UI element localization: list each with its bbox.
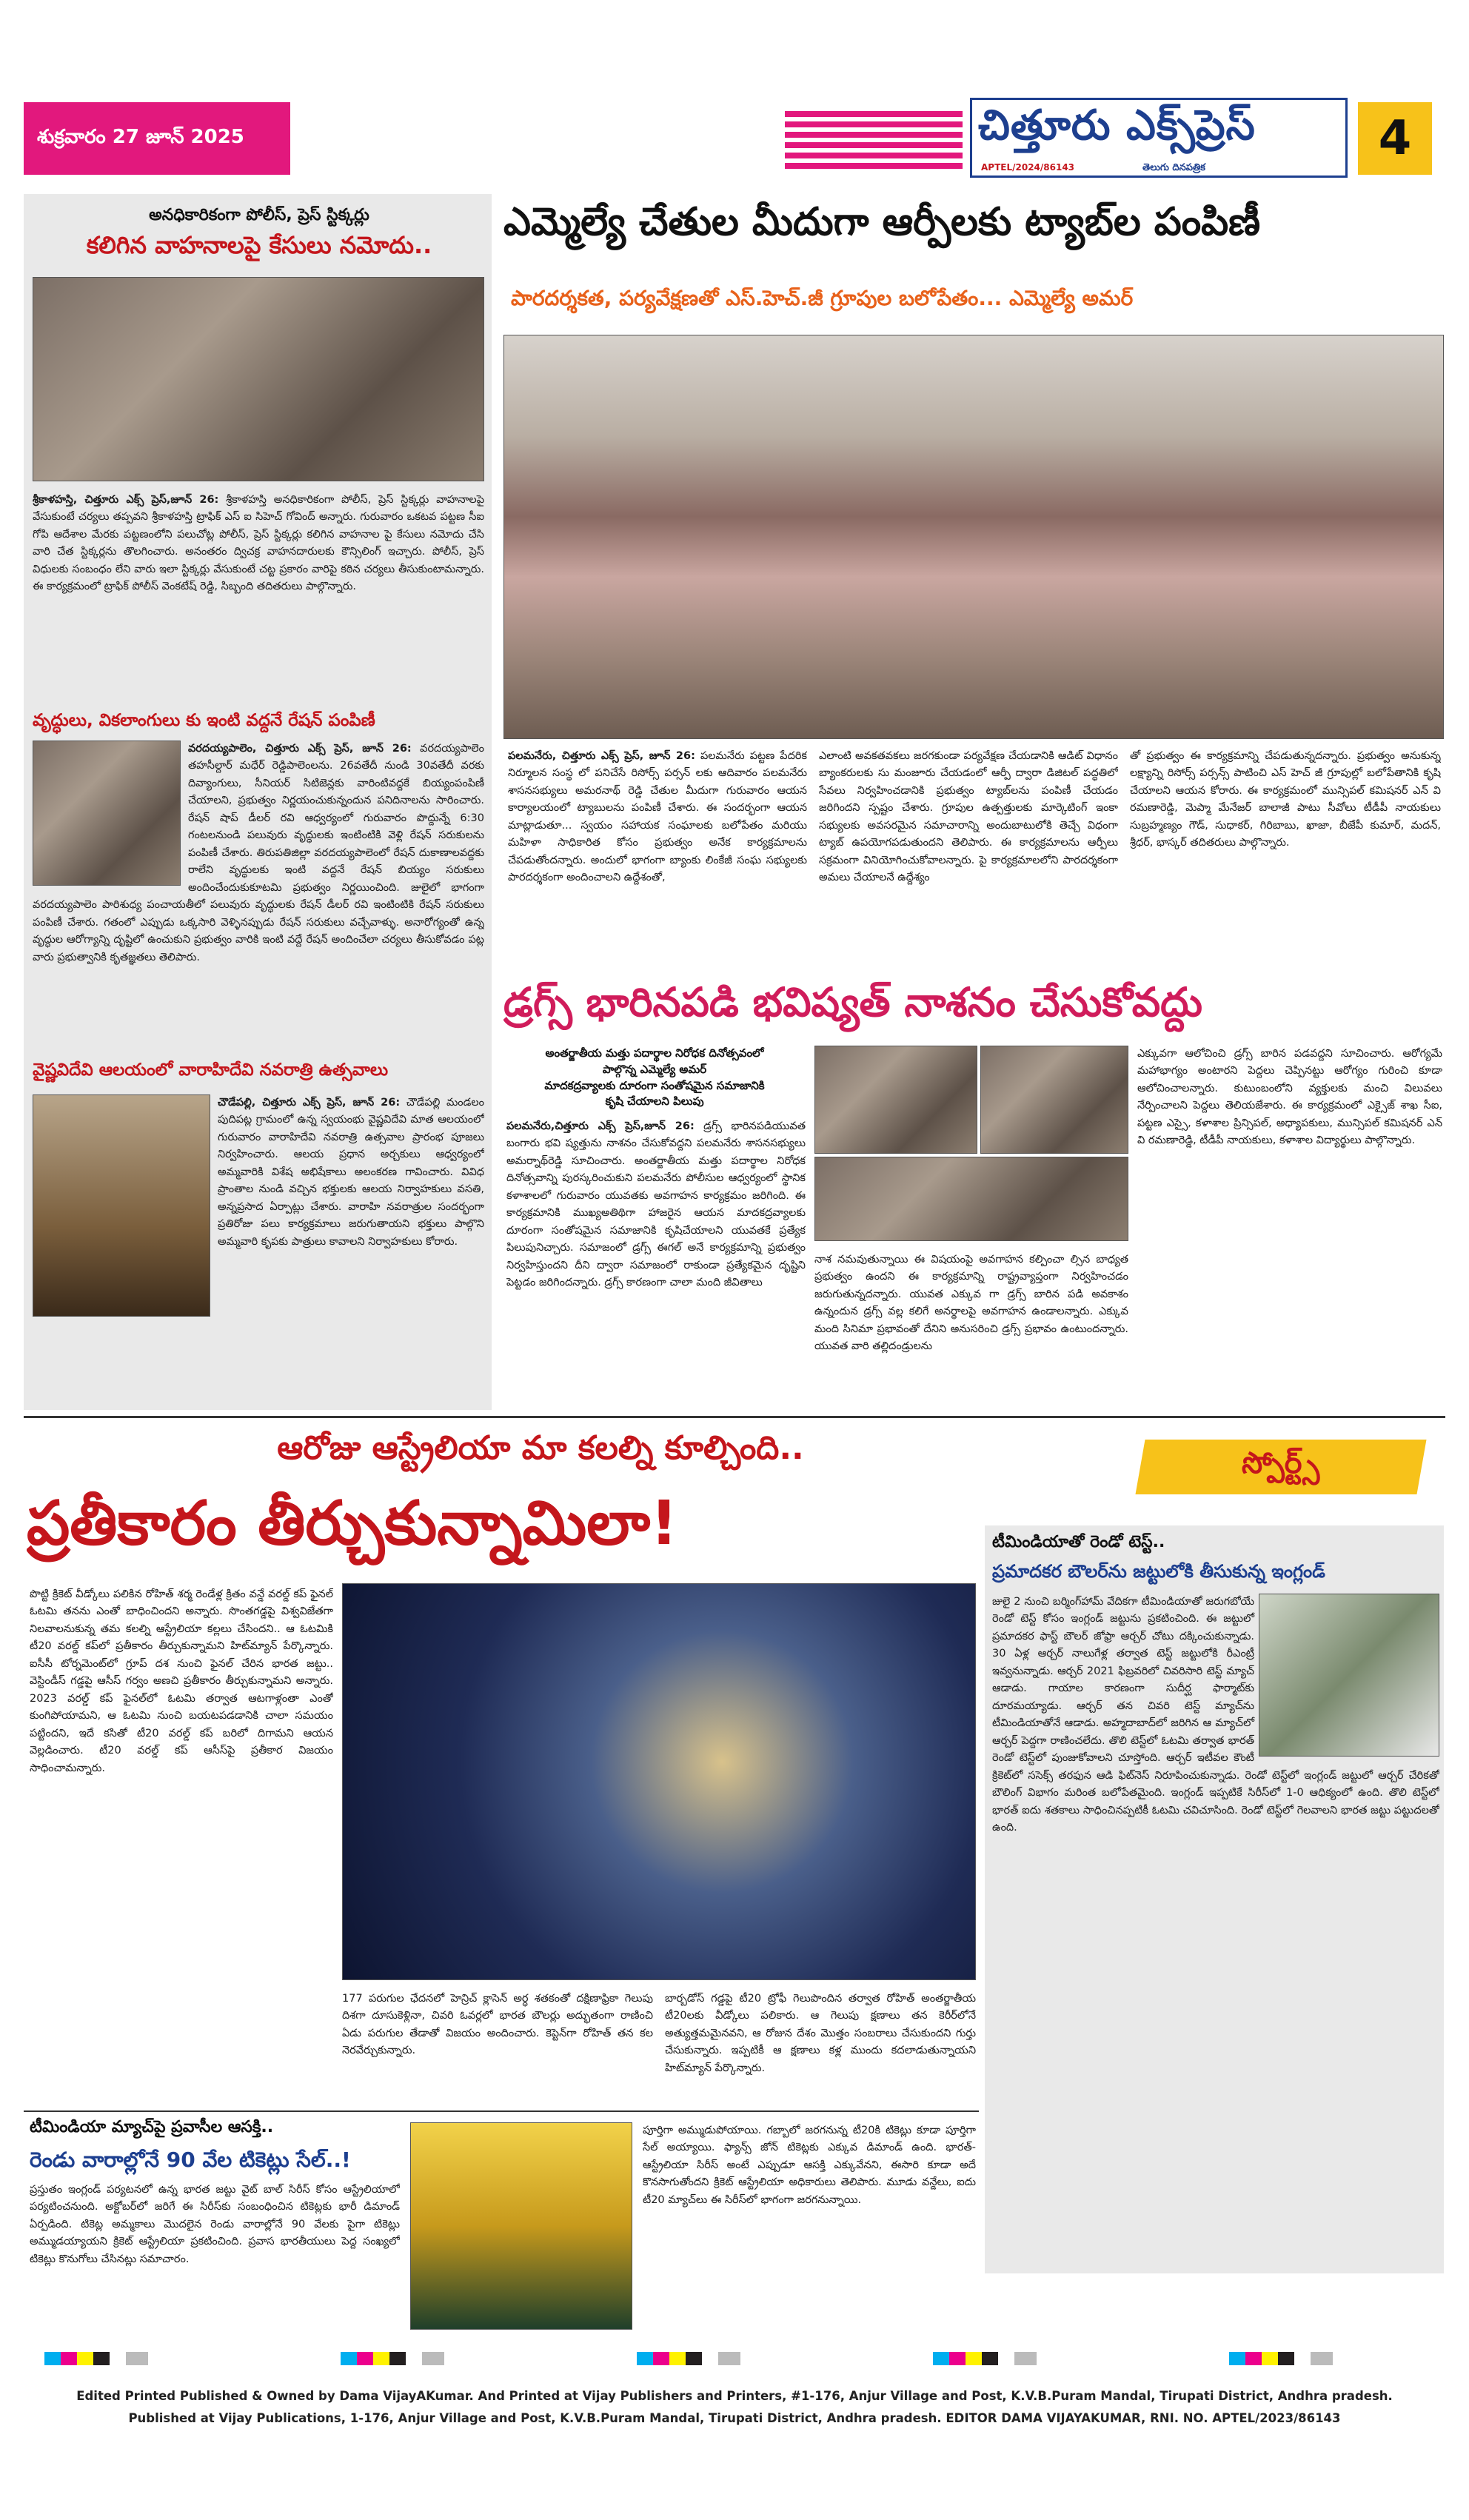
temple-story-body — [33, 1094, 484, 1406]
masthead — [0, 0, 1469, 193]
main-subhead: పారదర్శకత, పర్యవేక్షణతో ఎస్.హెచ్.జీ గ్రూపుల బలోపేతం... ఎమ్మెల్యే అమర్ — [511, 286, 1134, 310]
paper-sub: తెలుగు దినపత్రిక — [1142, 162, 1205, 173]
drugs-col2: నాశ నమవుతున్నాయి ఈ విషయంపై అవగాహన కల్పించా ల్సిన బాధ్యత ప్రభుత్వం ఉందని ఈ కార్యక్రమాన్ని రాష్ట్రవ్యాప్తంగా నిర్వహించడం జరుగుతున్నదన్నారు. యువత ఎక్కువ గా డ్రగ్స్ బారిన పడి అవకాశం ఉన్నందున డ్రగ్స్ వల్ల కలిగే అనర్థాలపై అవగాహన ఉండాలన్నారు. ఎక్కువ మంది సినిమా ప్రభావంతో దేనిని అనుసరించి డ్రగ్స్ ప్రభావం ఉంటుందన్నారు. యువత వారి తల్లిదండ్రులను — [814, 1254, 1128, 1353]
cricket-caption: 177 పరుగుల ఛేదనలో హెన్రిచ్ క్లాసెన్ అర్ధ శతకంతో దక్షిణాఫ్రికా గెలుపు దిశగా దూసుకెళ్లినా, చివరి ఓవర్లలో భారత బౌలర్లు అద్భుతంగా రాణించి ఏడు పరుగుల తేడాతో విజయం అందించారు. కెప్టెన్‌గా రోహిత్ తన కల నెరవేర్చుకున్నారు. — [342, 1993, 653, 2057]
test-photo-spacer — [1254, 1594, 1439, 1761]
ration-story-body — [33, 741, 484, 1052]
cricket-kicker: ఆరోజు ఆస్ట్రేలియా మా కలల్ని కూల్చింది.. — [277, 1429, 804, 1467]
ticket-headline: రెండు వారాల్లోనే 90 వేల టికెట్లు సేల్..! — [30, 2148, 351, 2172]
main-headline: ఎమ్మెల్యే చేతుల మీదుగా ఆర్పీలకు ట్యాబ్‌ల పంపిణీ — [503, 200, 1261, 244]
page-number — [1358, 102, 1432, 175]
cricket-col-after: బార్బడోస్ గడ్డపై టీ20 ట్రోఫీ గెలుపొందిన తర్వాత రోహిత్ అంతర్జాతీయ టీ20లకు వీడ్కోలు పలికారు. ఆ గెలుపు క్షణాలు తన కెరీర్‌లోనే అత్యుత్తమమైనవని, ఆ రోజున దేశం మొత్తం సంబరాలు చేసుకుందని గుర్తు చేసుకున్నారు. ఇప్పటికీ ఆ క్షణాలు కళ్ల ముందు కదలాడుతున్నాయని హిట్‌మ్యాన్ పేర్కొన్నారు. — [665, 1993, 976, 2074]
police-story-body — [33, 492, 484, 706]
ration-body-text: వరదయ్యపాలెం తహసీల్దార్ మధేర్ రెడ్డిపాలెంలను. 26వతేదీ నుండి 30వతేదీ వరకు దివ్యాంగులు, సీనియర్ సిటిజెన్లకు వారింటివద్దకే బియ్యంపంపిణీ చేయాలని, ప్రభుత్వం నిర్ణయంచుకున్నందున పనిదినాలను సారించారు. రేషన్ షాప్ డీలర్ రవి ఆధ్వర్యంలో గురువారం పొద్దున్నే 6:30 గంటలనుండి పలువురు వృద్ధులకు ఇంటింటికి వెళ్లి రేషన్ సరుకులను పంపిణీ చేశారు. తిరుపతిజిల్లా వరదయ్యపాలెంలో రేషన్ దుకాణాలవద్దకు రాలేని వృద్ధులకు ఇంటి వద్దనే రేషన్ బియ్యం సరుకులు అందించేందుకుకూటమి ప్రభుత్వం నిర్ణయించింది. జులైలో భాగంగా వరదయ్యపాలెం పారిశుధ్య పంచాయతీలో పలువురు వృద్ధులకు రేషన్ డీలర్ రవి ఇంటింటికి రేషన్ సరుకులు పంపిణీ చేశారు. గతంలో ఎప్పుడు ఒక్కసారి వెళ్ళినప్పుడు రేషన్ సరుకులు వచ్చేవాళ్ళు. అనారోగ్యంతో ఉన్న వృద్ధుల ఆరోగ్యాన్ని దృష్టిలో ఉంచుకుని ప్రభుత్వం వారికి ఇంటి వద్దే రేషన్ అందించేలా చర్యలు తీసుకోవడం పట్ల వారు ప్రభుత్వానికి కృతజ్ఞతలు తెలిపారు. — [33, 743, 484, 963]
drugs-col3: ఎక్కువగా ఆలోచించి డ్రగ్స్ బారిన పడవద్దని సూచించారు. ఆరోగ్యమే మహాభాగ్యం అంటారని పెద్దలు చెప్పినట్టు ఆరోగ్యం గురించి కూడా ఆలోచించాలన్నారు. కుటుంబంలోని వ్యక్తులకు మంచి విలువలు నేర్పించాలని పెద్దలు తెలియజేశారు. ఈ కార్యక్రమంలో ఎక్సైజ్ శాఖ సీఐ, పట్టణ ఎస్సై, కళాశాల ప్రిన్సిపల్, అధ్యాపకులు, మున్సిపల్ కమిషనర్ ఎన్ వి రమణారెడ్డి, టీడీపీ నాయకులు, కళాశాల విద్యార్థులు పాల్గొన్నారు. — [1137, 1048, 1442, 1147]
main-col1 — [508, 748, 807, 970]
drugs-sub1: అంతర్జాతీయ మత్తు పదార్థాల నిరోధక దినోత్సవంలో — [545, 1046, 764, 1060]
drugs-headline: డ్రగ్స్ భారినపడి భవిష్యత్ నాశనం చేసుకోవద్దు — [503, 979, 1202, 1026]
drugs-photo-2 — [980, 1046, 1128, 1154]
main-col3: తో ప్రభుత్వం ఈ కార్యక్రమాన్ని చేపడుతున్నదన్నారు. ప్రభుత్వం అనుకున్న లక్ష్యాన్ని రిసోర్స్ పర్సన్స్ పాటించి ఎస్ హెచ్ జీ గ్రూపుల్లో బలోపేతానికి కృషి చేయాలని ఆయన కోరారు. ఈ కార్యక్రమంలో మున్సిపల్ కమిషనర్ ఎన్ వి రమణారెడ్డి, మెప్మా మేనేజర్ బాలాజీ పాటు సీవోలు టీడీపీ నాయకులు సుబ్రహ్మణ్యం గౌడ్, సుధాకర్, గిరిబాబు, ఖాజా, బీజేపీ కుమార్, మదన్, శ్రీధర్, భాస్కర్ తదితరులు పాల్గొన్నారు. — [1130, 750, 1441, 849]
main-col1-text: పలమనేరు పట్టణ పేదరిక నిర్మూలన సంస్థ లో పనిచేసే రిసోర్స్ పర్సన్ లకు ఆదివారం పలమనేరు శాసనసభ్యులు అమరనాథ్ రెడ్డి చేతుల మీదుగా గురువారం ఆయన కార్యాలయంలో ట్యాబులను పంపిణీ చేశారు. ఈ సందర్భంగా ఆయన మాట్లాడుతూ... స్వయం సహాయక సంఘాలకు బలోపేతం మరియు మహిళా సాధికారిత కోసం ప్రభుత్వం అనేక కార్యక్రమాలను చేపడుతోందన్నారు. అందులో భాగంగా బ్యాంకు లింకేజీ సంఘ సభ్యులకు పారదర్శకంగా అందించాలని ఉద్దేశంతో, — [508, 750, 807, 884]
test-headline: ప్రమాదకర బౌలర్‌ను జట్టులోకి తీసుకున్న ఇంగ్లండ్ — [992, 1561, 1325, 1582]
paper-logo — [970, 98, 1348, 178]
page-number-text: 4 — [1378, 111, 1412, 166]
ticket-body: ప్రస్తుతం ఇంగ్లండ్ పర్యటనలో ఉన్న భారత జట్టు వైట్ బాల్ సిరీస్ కోసం ఆస్ట్రేలియాలో పర్యటించనుంది. అక్టోబర్‌లో జరిగే ఈ సిరీస్‌కు సంబంధించిన టికెట్లకు భారీ డిమాండ్ ఏర్పడింది. టికెట్ల అమ్మకాలు మొదలైన రెండు వారాల్లోనే 90 వేలకు పైగా టికెట్లు అమ్ముడయ్యాయని క్రికెట్ ఆస్ట్రేలియా ప్రకటించింది. ప్రవాస భారతీయులు పెద్ద సంఖ్యలో టికెట్లు కొనుగోలు చేసినట్లు సమాచారం. — [30, 2184, 400, 2265]
drugs-sub2: పాల్గొన్న ఎమ్మెల్యే అమర్ — [602, 1062, 707, 1076]
police-sticker-headline: కలిగిన వాహనాలపై కేసులు నమోదు.. — [86, 231, 432, 259]
ticket-photo — [410, 2122, 632, 2330]
police-sticker-kicker: అనధికారికంగా పోలీస్, ప్రెస్ స్టిక్కర్లు — [149, 206, 369, 224]
cricket-photo — [342, 1583, 976, 1980]
date-label: శుక్రవారం 27 జూన్ 2025 — [37, 126, 244, 148]
ticket-col2: పూర్తిగా అమ్ముడుపోయాయి. గబ్బాలో జరగనున్న టీ20కి టికెట్లు కూడా పూర్తిగా సేల్ అయ్యాయి. ఫ్యాన్స్ జోన్ టికెట్లకు ఎక్కువ డిమాండ్ ఉంది. భారత్-ఆస్ట్రేలియా సిరీస్‌ అంటే ఎప్పుడూ ఆసక్తి ఎక్కువేనని, ఈసారి కూడా అదే కొనసాగుతోందని క్రికెట్ ఆస్ట్రేలియా అధికారులు తెలిపారు. మూడు వన్డేలు, ఐదు టీ20 మ్యాచ్‌లు ఈ సిరీస్‌లో భాగంగా జరగనున్నాయి. — [643, 2125, 976, 2206]
paper-name: చిత్తూరు ఎక్స్‌ప్రెస్ — [978, 101, 1256, 150]
color-strip — [44, 2352, 1436, 2365]
footer-line-2: Published at Vijay Publications, 1-176, Anjur Village and Post, K.V.B.Puram Mandal, Tirupati District, Andhra pradesh. EDITOR DAMA VIJAYAKUMAR, RNI. NO. APTEL/2023/86143 — [128, 2411, 1341, 2425]
drugs-dateline: పలమనేరు,చిత్తూరు ఎక్స్ ప్రెస్,జూన్ 26: — [506, 1120, 695, 1132]
drugs-sub3: మాదకద్రవ్యాలకు దూరంగా సంతోషమైన సమాజానికి — [544, 1078, 765, 1092]
reg-no: APTEL/2024/86143 — [981, 162, 1075, 173]
cricket-col1: పొట్టి క్రికెట్ వీడ్కోలు పలికిన రోహిత్ శర్మ రెండేళ్ల క్రితం వన్డే వరల్డ్ కప్ ఫైనల్‌ ఓటమి తనను ఎంతో బాధించిందని అన్నారు. సొంతగడ్డపై విశ్వవిజేతగా నిలవాలనుకున్న తమ కలల్ని ఆస్ట్రేలియా కల్లలు చేసిందని.. ఆ ఓటమికి టీ20 వరల్డ్ కప్‌లో ప్రతీకారం తీర్చుకున్నామని హిట్‌మ్యాన్ పేర్కొన్నారు. ఐసీసీ టోర్నమెంట్‌లో గ్రూప్ దశ నుంచి ఫైనల్ చేరిన భారత జట్టు.. వెస్టిండీస్ గడ్డపై ఆసీస్ గర్వం అణచి ప్రతీకారం తీర్చుకున్నామని అన్నారు. 2023 వరల్డ్ కప్ ఫైనల్‌లో ఓటమి తర్వాత ఆటగాళ్లంతా ఎంతో కుంగిపోయామని, ఆ ఓటమి నుంచి బయటపడడానికి చాలా సమయం పట్టిందని, ఇదే కసితో టీ20 వరల్డ్ కప్‌ బరిలో దిగామని ఆయన వెల్లడించారు. టీ20 వరల్డ్ కప్ ఆసీస్‌పై ప్రతీకార విజయం సాధించామన్నారు. — [30, 1588, 333, 1774]
ration-photo-spacer — [33, 741, 188, 889]
ticket-kicker: టీమిండియా మ్యాచ్‌పై ప్రవాసీల ఆసక్తి.. — [30, 2118, 274, 2136]
main-col2: ఎలాంటి అవకతవకలు జరగకుండా పర్యవేక్షణ చేయడానికి ఆడిట్‌ విధానం బ్యాంకరులకు సు మంజూరు చేయడంలో ఆర్పీ ద్వారా డిజిటల్ పద్ధతిలో సేవలు నిర్వహించడానికి ప్రభుత్వం ట్యాబ్‌లను పంపిణీ చేయడం జరిగిందని స్పష్టం చేశారు. గ్రూపుల ఉత్పత్తులకు మార్కెటింగ్ ఇంకా సభ్యులకు అవసరమైన సమాచారాన్ని అందుబాటులోకి తెచ్చే విధంగా ట్యాబ్ ఉపయోగపడుతుందని తెలిపారు. ఈ కార్యక్రమాలను ఆర్పీలు సక్రమంగా వినియోగించుకోవాలన్నారు. పై కార్యక్రమాలలోని పారదర్శకంగా అమలు చేయాలనే ఉద్దేశ్యం — [819, 750, 1118, 884]
cricket-headline: ప్రతీకారం తీర్చుకున్నామిలా! — [27, 1488, 678, 1559]
temple-body-text: చౌడేపల్లి మండలం పుదిపట్ల గ్రామంలో ఉన్న స్వయంభు వైష్ణవిదేవి మాత ఆలయంలో గురువారం వారాహిదేవి నవరాత్రి ఉత్సవాల ప్రారంభ పూజలు నిర్వహించారు. ఆలయ ప్రధాన అర్చకులు ఆధ్వర్యంలో అమ్మవారికి విశేష అభిషేకాలు అలంకరణ గావించారు. వివిధ ప్రాంతాల నుండి వచ్చిన భక్తులకు ఆలయ నిర్వాహకులు వసతి, అన్నప్రసాద ఏర్పాట్లు చేశారు. వారాహి నవరాత్రుల సందర్భంగా ప్రతిరోజు పలు కార్యక్రమాలు జరుగుతాయని భక్తులు పాల్గొని అమ్మవారి కృపకు పాత్రులు కావాలని నిర్వాహకులు కోరారు. — [218, 1097, 484, 1248]
drugs-photo-1 — [814, 1046, 977, 1154]
test-body — [992, 1594, 1439, 2267]
drugs-col1 — [506, 1118, 806, 1407]
sports-badge — [1135, 1440, 1426, 1494]
drugs-subheads — [506, 1046, 803, 1110]
ration-dateline: వరదయ్యపాలెం, చిత్తూరు ఎక్స్ ప్రెస్, జూన్ 26: — [188, 743, 412, 755]
ration-headline: వృద్ధులు, వికలాంగులు కు ఇంటి వద్దనే రేషన్ పంపిణీ — [33, 711, 375, 730]
section-divider — [24, 1416, 1445, 1418]
footer-line-1: Edited Printed Published & Owned by Dama VijayAKumar. And Printed at Vijay Publishers and Printers, #1-176, Anjur Village and Post, K.V.B.Puram Mandal, Tirupati District, Andhra pradesh. — [76, 2389, 1393, 2403]
police-photo — [33, 277, 484, 481]
police-body-text: శ్రీకాళహస్తి అనధికారికంగా పోలీస్, ప్రెస్ స్టిక్కర్లు వాహనాలపై వేసుకుంటే చర్యలు తప్పవని శ్రీకాళహస్తి ట్రాఫిక్ ఎస్ ఐ సిహెచ్ గోవింద్ అన్నారు. గురువారం ఒకటవ పట్టణ సీఐ గోపి ఆదేశాల మేరకు పట్టణంలోని పలుచోట్ల పోలీస్, ప్రెస్ స్టిక్కర్లు కలిగిన వాహనాల పై కేసులు నమోదు చేసి వారి చేత స్టిక్కర్లను తొలగించారు. అనంతరం ద్విచక్ర వాహనదారులకు కౌన్సిలింగ్ ఇచ్చారు. పోలీస్, ప్రెస్ విధులకు సంబంధం లేని వారు ఇలా స్టిక్కర్లు వేసుకుంటే చట్ట ప్రకారం వారిపై కఠిన చర్యలు తీసుకుంటామన్నారు. ఈ కార్యక్రమంలో ట్రాఫిక్ పోలీస్ వెంకటేష్ రెడ్డి, సిబ్బంది తదితరులు పాల్గొన్నారు. — [33, 494, 484, 593]
drugs-col1-text: డ్రగ్స్ భారినపడియువత బంగారు భవి ష్యత్తును నాశనం చేసుకోవద్దని పలమనేరు శాసనసభ్యులు అమర్నాథ్‌రెడ్డి సూచించారు. అంతర్జాతీయ మత్తు పదార్థాల నిరోధక దినోత్సవాన్ని పురస్కరించుకుని పలమనేరు పోలీసుల ఆధ్వర్యంలో స్థానిక కళాశాలలో గురువారం యువతకు అవగాహన కార్యక్రమం జరిగింది. ఈ కార్యక్రమానికి ముఖ్యఅతిథిగా హాజరైన ఆయన మాదకద్రవ్యాలకు దూరంగా సంతోషమైన సమాజానికి కృషిచేయాలని యువతకే ప్రత్యేక పిలుపునిచ్చారు. సమాజంలో డ్రగ్స్ ఈగల్ అనే కార్యక్రమాన్ని ప్రభుత్వం నిర్వహిస్తుందని దీని ద్వారా సమాజంలో రాకుండా ప్రత్యేకమైన దృష్టిని పెట్టడం జరిగిందన్నారు. డ్రగ్స్ కారణంగా చాలా మంది జీవితాలు — [506, 1120, 806, 1289]
drugs-sub4: కృషి చేయాలని పిలుపు — [605, 1094, 704, 1109]
main-dateline: పలమనేరు, చిత్తూరు ఎక్స్ ప్రెస్, జూన్ 26: — [508, 750, 695, 762]
test-body-text: జులై 2 నుంచి బర్మింగ్‌హామ్ వేదికగా టీమిండియాతో జరుగబోయే రెండో టెస్ట్ కోసం ఇంగ్లండ్ జట్టును ప్రకటించింది. ఈ జట్టులో ప్రమాదకర ఫాస్ట్ బౌలర్ జోఫ్రా ఆర్చర్ చోటు దక్కించుకున్నాడు. 30 ఏళ్ల ఆర్చర్ నాలుగేళ్ల తర్వాత టెస్ట్ జట్టులోకి రీఎంట్రీ ఇవ్వనున్నాడు. ఆర్చర్ 2021 ఫిబ్రవరిలో చివరిసారి టెస్ట్ మ్యాచ్ ఆడాడు. గాయాల కారణంగా సుదీర్ఘ ఫార్మాట్‌కు దూరమయ్యాడు. ఆర్చర్ తన చివరి టెస్ట్ మ్యాచ్‌ను టీమిండియాతోనే ఆడాడు. అహ్మదాబాద్‌లో జరిగిన ఆ మ్యాచ్‌లో ఆర్చర్ పెద్దగా రాణించలేదు. తొలి టెస్ట్‌లో ఓటమి తర్వాత భారత్ రెండో టెస్ట్‌లో పుంజుకోవాలని చూస్తోంది. ఆర్చర్ ఇటీవల కౌంటీ క్రికెట్‌లో ససెక్స్ తరఫున ఆడి ఫిట్‌నెస్ నిరూపించుకున్నాడు. రెండో టెస్ట్‌లో ఇంగ్లండ్ జట్టులో ఆర్చర్ చేరికతో బౌలింగ్ విభాగం మరింత బలోపేతమైంది. ఇంగ్లండ్ ఇప్పటికే సిరీస్‌లో 1-0 ఆధిక్యంలో ఉంది. తొలి టెస్ట్‌లో భారత్ ఐదు శతకాలు సాధించినప్పటికీ ఓటమి చవిచూసింది. రెండో టెస్ట్‌లో గెలవాలని భారత జట్టు పట్టుదలతో ఉంది. — [992, 1596, 1439, 1834]
temple-dateline: చౌడేపల్లి, చిత్తూరు ఎక్స్ ప్రెస్, జూన్ 26: — [218, 1097, 401, 1109]
main-photo — [503, 335, 1444, 739]
test-kicker: టీమిండియాతో రెండో టెస్ట్.. — [992, 1533, 1165, 1551]
sports-badge-text: స్పోర్ట్స్ — [1242, 1446, 1320, 1480]
temple-headline: వైష్ణవిదేవి ఆలయంలో వారాహిదేవి నవరాత్రి ఉత్సవాలు — [33, 1060, 389, 1080]
police-dateline: శ్రీకాళహస్తి, చిత్తూరు ఎక్స్ ప్రెస్,జూన్ 26: — [33, 494, 219, 506]
drugs-photo-3 — [814, 1157, 1128, 1241]
ticket-divider — [24, 2110, 979, 2112]
temple-photo-spacer — [33, 1094, 218, 1321]
stripes — [785, 111, 963, 169]
